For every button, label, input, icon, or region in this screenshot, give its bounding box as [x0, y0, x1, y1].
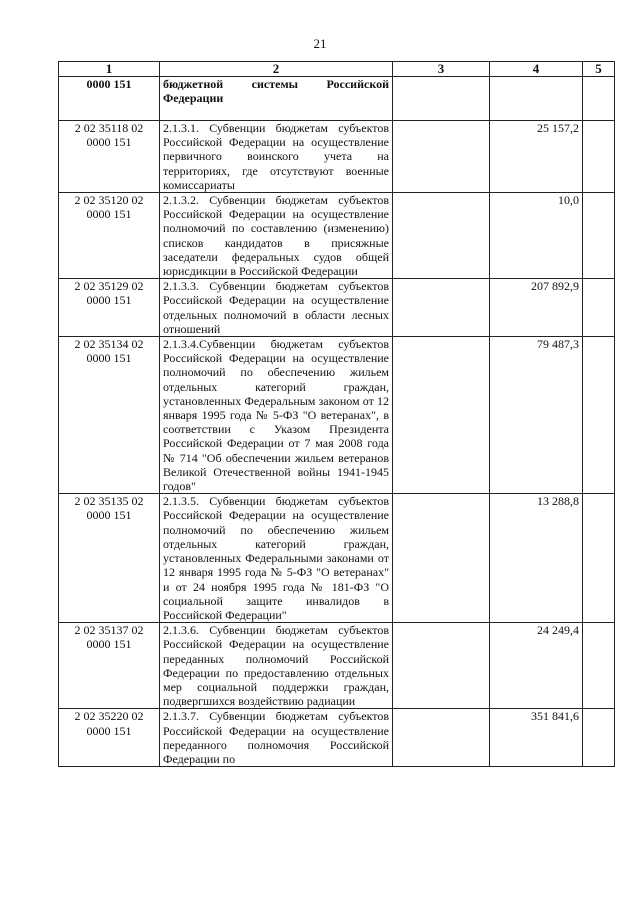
empty-cell	[393, 77, 490, 121]
empty-cell	[583, 337, 615, 494]
item-name-cell: 2.1.3.2. Субвенции бюджетам субъектов Российской Федерации на осуществление полномочий по составлению (изменению) списков кандидатов в присяжные заседатели федеральных судов общей юрисдикции в Российской Федерации	[160, 193, 393, 279]
empty-cell	[393, 121, 490, 193]
table-row	[59, 121, 615, 193]
empty-cell	[393, 709, 490, 767]
column-header-2: 2	[160, 62, 393, 77]
empty-cell	[393, 494, 490, 623]
table-row	[59, 623, 615, 709]
empty-cell	[393, 279, 490, 337]
table-row	[59, 77, 615, 121]
budget-table	[58, 61, 615, 767]
item-name-cell: 2.1.3.1. Субвенции бюджетам субъектов Российской Федерации на осуществление первичного воинского учета на территориях, где отсутствуют военные комиссариаты	[160, 121, 393, 193]
item-name-cell: 2.1.3.3. Субвенции бюджетам субъектов Российской Федерации на осуществление отдельных полномочий в области лесных отношений	[160, 279, 393, 337]
budget-code-cell: 2 02 35118 02 0000 151	[59, 121, 160, 193]
column-header-4: 4	[490, 62, 583, 77]
empty-cell	[393, 337, 490, 494]
table-header-row	[59, 62, 615, 77]
column-header-5: 5	[583, 62, 615, 77]
item-name-cell: бюджетной системы Российской Федерации	[160, 77, 393, 121]
item-name-cell: 2.1.3.6. Субвенции бюджетам субъектов Российской Федерации на осуществление переданных полномочий Российской Федерации по предоставлению отдельных мер социальной поддержки граждан, подвергшихся воздействию радиации	[160, 623, 393, 709]
table-row	[59, 337, 615, 494]
empty-cell	[393, 623, 490, 709]
empty-cell	[583, 623, 615, 709]
item-name-cell: 2.1.3.7. Субвенции бюджетам субъектов Российской Федерации на осуществление переданного полномочия Российской Федерации по	[160, 709, 393, 767]
table-row	[59, 279, 615, 337]
empty-cell	[583, 77, 615, 121]
table-row	[59, 494, 615, 623]
table-row	[59, 193, 615, 279]
item-name-cell: 2.1.3.4.Субвенции бюджетам субъектов Российской Федерации на осуществление полномочий по обеспечению жильем отдельных категорий граждан, установленных Федеральным законом от 12 января 1995 года № 5-ФЗ "О ветеранах", в соответствии с Указом Президента Российской Федерации от 7 мая 2008 года № 714 "Об обеспечении жильем ветеранов Великой Отечественной войны 1941-1945 годов"	[160, 337, 393, 494]
empty-cell	[583, 121, 615, 193]
item-name-cell: 2.1.3.5. Субвенции бюджетам субъектов Российской Федерации на осуществление полномочий по обеспечению жильем отдельных категорий граждан, установленных Федеральными законами от 12 января 1995 года № 5-ФЗ "О ветеранах" и от 24 ноября 1995 года № 181-ФЗ "О социальной защите инвалидов в Российской Федерации"	[160, 494, 393, 623]
empty-cell	[583, 494, 615, 623]
amount-cell: 24 249,4	[490, 623, 583, 709]
column-header-3: 3	[393, 62, 490, 77]
budget-code-cell: 2 02 35120 02 0000 151	[59, 193, 160, 279]
budget-code-cell: 2 02 35135 02 0000 151	[59, 494, 160, 623]
budget-code-cell: 0000 151	[59, 77, 160, 121]
empty-cell	[583, 709, 615, 767]
amount-cell: 207 892,9	[490, 279, 583, 337]
budget-code-cell: 2 02 35137 02 0000 151	[59, 623, 160, 709]
amount-cell: 25 157,2	[490, 121, 583, 193]
empty-cell	[583, 193, 615, 279]
budget-code-cell: 2 02 35220 02 0000 151	[59, 709, 160, 767]
amount-cell	[490, 77, 583, 121]
empty-cell	[393, 193, 490, 279]
page-number: 21	[313, 36, 327, 51]
amount-cell: 13 288,8	[490, 494, 583, 623]
empty-cell	[583, 279, 615, 337]
amount-cell: 351 841,6	[490, 709, 583, 767]
amount-cell: 10,0	[490, 193, 583, 279]
table-row	[59, 709, 615, 767]
column-header-1: 1	[59, 62, 160, 77]
budget-code-cell: 2 02 35134 02 0000 151	[59, 337, 160, 494]
budget-code-cell: 2 02 35129 02 0000 151	[59, 279, 160, 337]
amount-cell: 79 487,3	[490, 337, 583, 494]
